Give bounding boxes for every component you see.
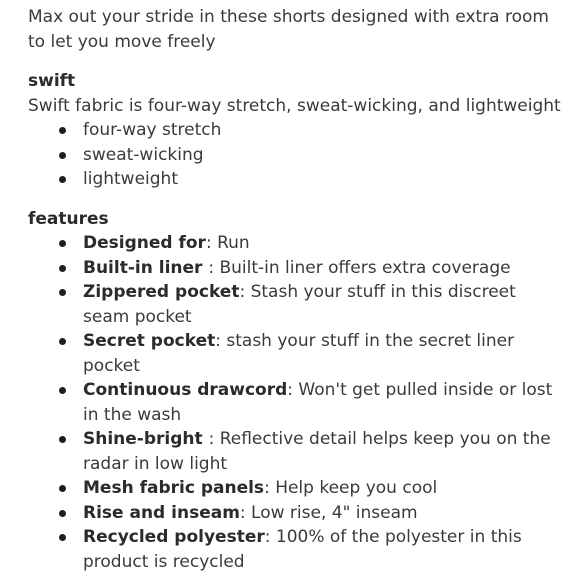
list-item bbox=[28, 329, 557, 378]
features-list bbox=[28, 231, 580, 574]
list-item bbox=[28, 476, 557, 501]
feature-label: Recycled polyester bbox=[83, 527, 265, 547]
swift-description: Swift fabric is four-way stretch, sweat-wicking, and lightweight bbox=[28, 95, 561, 116]
feature-text: : Built-in liner offers extra coverage bbox=[208, 257, 511, 278]
feature-label: Rise and inseam bbox=[83, 502, 240, 523]
feature-text: : Low rise, 4" inseam bbox=[239, 502, 418, 523]
features-heading: features bbox=[28, 208, 109, 229]
feature-label: Secret pocket bbox=[83, 331, 216, 351]
swift-heading: swift bbox=[28, 71, 76, 91]
list-item bbox=[28, 280, 557, 329]
list-item bbox=[28, 378, 557, 427]
feature-text: : Reflective detail helps keep you on the radar in low light bbox=[83, 429, 551, 474]
feature-text: : Won't get pulled inside or lost in the wash bbox=[83, 380, 553, 425]
list-item: lightweight bbox=[28, 167, 580, 192]
feature-label: Zippered pocket bbox=[83, 282, 240, 302]
feature-label: Designed for bbox=[83, 233, 206, 253]
feature-label: Shine-bright bbox=[83, 429, 209, 449]
feature-label: Built-in liner bbox=[83, 257, 209, 278]
feature-text: : Run bbox=[205, 233, 250, 253]
feature-label: Mesh fabric panels bbox=[83, 478, 265, 498]
list-item bbox=[28, 231, 557, 256]
list-item: four-way stretch bbox=[28, 118, 580, 143]
feature-label: Continuous drawcord bbox=[83, 380, 288, 400]
list-item bbox=[28, 256, 557, 281]
intro-text: Max out your stride in these shorts designed with extra room to let you move freely bbox=[28, 7, 549, 52]
list-item bbox=[28, 427, 557, 476]
feature-text: : 100% of the polyester in this product is recycled bbox=[83, 527, 522, 572]
list-item bbox=[28, 501, 557, 526]
feature-text: : Stash your stuff in this discreet seam pocket bbox=[83, 282, 516, 327]
feature-text: : Help keep you cool bbox=[264, 478, 438, 498]
swift-list bbox=[28, 118, 580, 192]
list-item: sweat-wicking bbox=[28, 143, 580, 168]
list-item bbox=[28, 525, 557, 574]
feature-text: : stash your stuff in the secret liner pocket bbox=[83, 331, 515, 376]
